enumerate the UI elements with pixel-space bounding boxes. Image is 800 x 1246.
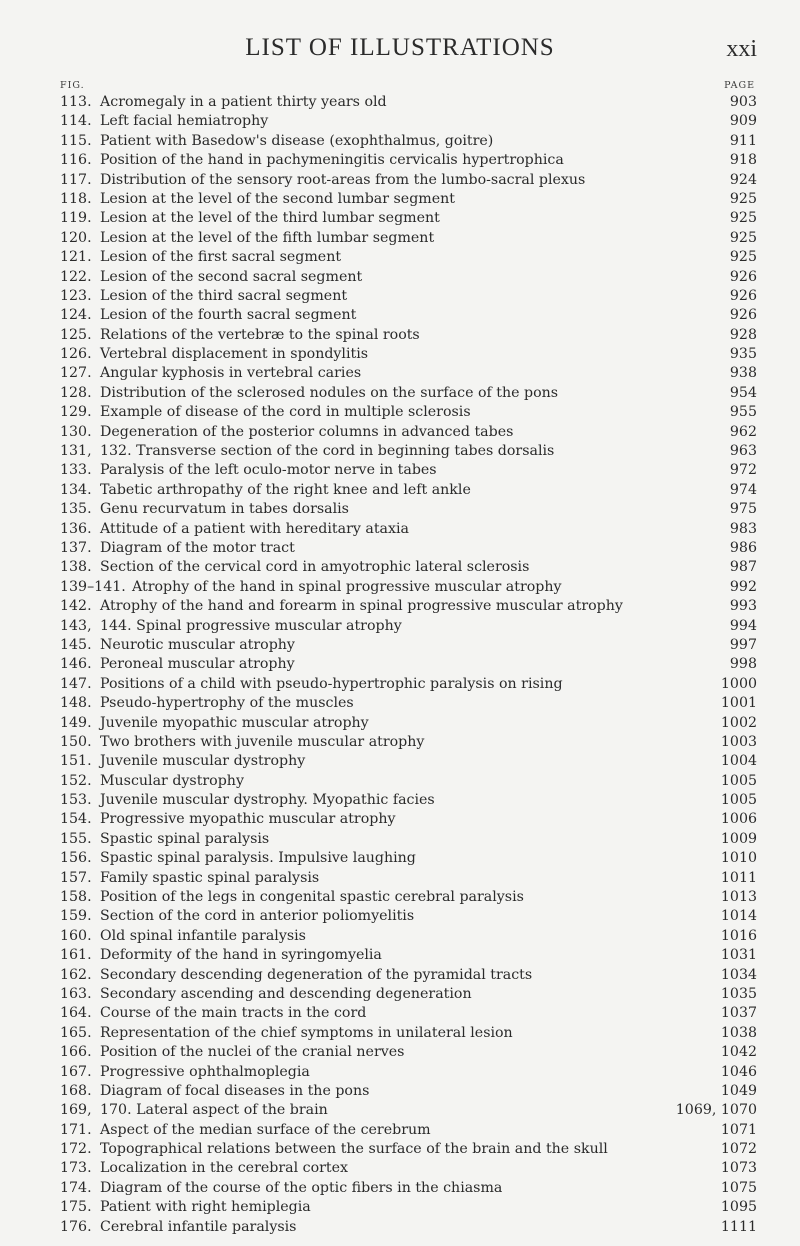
- page-reference: 935: [729, 346, 757, 363]
- figure-title: Genu recurvatum in tabes dorsalis: [100, 501, 349, 518]
- page-reference: 962: [729, 423, 757, 440]
- figure-number: 153.: [60, 792, 92, 809]
- figure-number: 152.: [60, 772, 92, 789]
- figure-title: Muscular dystrophy: [100, 772, 244, 789]
- figure-title: Diagram of the motor tract: [100, 539, 295, 556]
- list-item: [60, 1218, 757, 1237]
- list-item: [60, 248, 757, 267]
- figure-number: 150.: [60, 733, 92, 750]
- figure-title: Relations of the vertebræ to the spinal roots: [100, 326, 420, 343]
- page-reference: 1006: [720, 811, 757, 828]
- page-reference: 1035: [720, 985, 757, 1002]
- list-item: [60, 403, 757, 422]
- figure-number: 134.: [60, 481, 92, 498]
- page-reference: 926: [729, 287, 757, 304]
- list-item: [60, 946, 757, 965]
- page-reference: 986: [729, 539, 757, 556]
- figure-title: Distribution of the sclerosed nodules on the surface of the pons: [100, 384, 559, 401]
- figure-title: 170. Lateral aspect of the brain: [100, 1102, 328, 1119]
- list-item: [60, 268, 757, 287]
- figure-number: 130.: [60, 423, 92, 440]
- figure-number: 168.: [60, 1082, 92, 1099]
- list-item: [60, 810, 757, 829]
- figure-number: 146.: [60, 656, 92, 673]
- figure-title: Position of the legs in congenital spastic cerebral paralysis: [100, 889, 524, 906]
- figure-title: Attitude of a patient with hereditary ataxia: [100, 520, 410, 537]
- list-item: [60, 132, 757, 151]
- page-reference: 911: [729, 132, 757, 149]
- figure-number: 148.: [60, 695, 92, 712]
- figure-number: 122.: [60, 268, 92, 285]
- list-item: [60, 888, 757, 907]
- figure-number: 124.: [60, 307, 92, 324]
- list-item: [60, 345, 757, 364]
- page-reference: 1002: [720, 714, 757, 731]
- page-reference: 997: [729, 636, 757, 653]
- figure-title: Atrophy of the hand and forearm in spinal progressive muscular atrophy: [100, 598, 623, 615]
- list-item: [60, 617, 757, 636]
- figure-number: 129.: [60, 404, 92, 421]
- figure-number: 114.: [60, 113, 92, 130]
- page-reference: 1010: [720, 850, 757, 867]
- figure-title: Neurotic muscular atrophy: [100, 636, 295, 653]
- figure-title: Old spinal infantile paralysis: [100, 927, 306, 944]
- list-item: [60, 1024, 757, 1043]
- page-reference: 926: [729, 307, 757, 324]
- figure-number: 169,: [60, 1102, 92, 1119]
- figure-number: 138.: [60, 559, 92, 576]
- page-reference: 998: [729, 656, 757, 673]
- figure-number: 161.: [60, 947, 92, 964]
- list-item: [60, 849, 757, 868]
- figure-title: Paralysis of the left oculo-motor nerve in tabes: [100, 462, 437, 479]
- page-reference: 955: [729, 404, 757, 421]
- list-item: [60, 694, 757, 713]
- page-reference: 994: [729, 617, 757, 634]
- figure-title: Patient with right hemiplegia: [100, 1199, 311, 1216]
- figure-number: 173.: [60, 1160, 92, 1177]
- figure-title: Localization in the cerebral cortex: [100, 1160, 348, 1177]
- page-reference: 1037: [720, 1005, 757, 1022]
- figure-title: Section of the cervical cord in amyotrophic lateral sclerosis: [100, 559, 530, 576]
- page-reference: 1009: [720, 830, 757, 847]
- figure-title: Two brothers with juvenile muscular atrophy: [100, 733, 425, 750]
- figure-number: 125.: [60, 326, 92, 343]
- page-reference: 975: [729, 501, 757, 518]
- figure-title: Secondary descending degeneration of the pyramidal tracts: [100, 966, 533, 983]
- fig-column-heading: FIG.: [60, 80, 85, 91]
- figure-title: Lesion at the level of the third lumbar segment: [100, 210, 440, 227]
- list-item: [60, 112, 757, 131]
- page-reference: 925: [729, 229, 757, 246]
- page-reference: 925: [729, 210, 757, 227]
- figure-title: Family spastic spinal paralysis: [100, 869, 320, 886]
- list-item: [60, 1140, 757, 1159]
- list-item: [60, 93, 757, 112]
- figure-number: 164.: [60, 1005, 92, 1022]
- list-item: [60, 1004, 757, 1023]
- figure-title: Juvenile myopathic muscular atrophy: [100, 714, 369, 731]
- list-item: [60, 985, 757, 1004]
- page-reference: 1038: [720, 1024, 757, 1041]
- figure-title: Positions of a child with pseudo-hypertrophic paralysis on rising: [100, 675, 563, 692]
- list-item: [60, 733, 757, 752]
- page-reference: 1005: [720, 772, 757, 789]
- figure-number: 154.: [60, 811, 92, 828]
- page-reference: 1071: [720, 1121, 757, 1138]
- figure-title: Degeneration of the posterior columns in advanced tabes: [100, 423, 514, 440]
- figure-number: 156.: [60, 850, 92, 867]
- page-reference: 993: [729, 598, 757, 615]
- figure-title: Position of the nuclei of the cranial nerves: [100, 1044, 405, 1061]
- page-reference: 1004: [720, 753, 757, 770]
- list-item: [60, 190, 757, 209]
- list-item: [60, 791, 757, 810]
- page-reference: 928: [729, 326, 757, 343]
- figure-number: 142.: [60, 598, 92, 615]
- page-reference: 1046: [720, 1063, 757, 1080]
- list-item: [60, 714, 757, 733]
- list-item: [60, 1198, 757, 1217]
- figure-number: 143,: [60, 617, 92, 634]
- figure-title: Spastic spinal paralysis. Impulsive laughing: [100, 850, 416, 867]
- list-item: [60, 306, 757, 325]
- figure-title: Aspect of the median surface of the cerebrum: [100, 1121, 431, 1138]
- figure-number: 159.: [60, 908, 92, 925]
- figure-title: Course of the main tracts in the cord: [100, 1005, 367, 1022]
- running-head-title: LIST OF ILLUSTRATIONS: [245, 34, 555, 61]
- figure-title: Cerebral infantile paralysis: [100, 1218, 297, 1235]
- list-item: [60, 1159, 757, 1178]
- page-reference: 1005: [720, 792, 757, 809]
- figure-title: Vertebral displacement in spondylitis: [100, 346, 369, 363]
- list-item: [60, 229, 757, 248]
- page-reference: 925: [729, 190, 757, 207]
- list-item: [60, 597, 757, 616]
- page-reference: 963: [729, 443, 757, 460]
- page-reference: 1075: [720, 1179, 757, 1196]
- list-item: [60, 558, 757, 577]
- page-reference: 1073: [720, 1160, 757, 1177]
- figure-number: 137.: [60, 539, 92, 556]
- figure-title: Spastic spinal paralysis: [100, 830, 270, 847]
- figure-title: Diagram of focal diseases in the pons: [100, 1082, 370, 1099]
- figure-title: Distribution of the sensory root-areas from the lumbo-sacral plexus: [100, 171, 586, 188]
- figure-number: 145.: [60, 636, 92, 653]
- figure-title: Topographical relations between the surface of the brain and the skull: [100, 1141, 608, 1158]
- page-reference: 1013: [720, 889, 757, 906]
- figure-number: 165.: [60, 1024, 92, 1041]
- page-column-heading: PAGE: [724, 80, 755, 91]
- page-reference: 909: [729, 113, 757, 130]
- figure-number: 136.: [60, 520, 92, 537]
- page-reference: 1111: [720, 1218, 757, 1235]
- list-item: [60, 209, 757, 228]
- page-reference: 1072: [720, 1141, 757, 1158]
- figure-title: 132. Transverse section of the cord in beginning tabes dorsalis: [100, 443, 555, 460]
- list-item: [60, 675, 757, 694]
- page-reference: 1034: [720, 966, 757, 983]
- figure-number: 167.: [60, 1063, 92, 1080]
- figure-number: 175.: [60, 1199, 92, 1216]
- figure-number: 117.: [60, 171, 92, 188]
- list-item: [60, 752, 757, 771]
- page-reference: 925: [729, 249, 757, 266]
- list-item: [60, 520, 757, 539]
- list-item: [60, 1121, 757, 1140]
- figure-title: Lesion at the level of the second lumbar segment: [100, 190, 455, 207]
- page-reference: 1014: [720, 908, 757, 925]
- page-reference: 1011: [720, 869, 757, 886]
- figure-title: Diagram of the course of the optic fibers in the chiasma: [100, 1179, 503, 1196]
- page-reference: 974: [729, 481, 757, 498]
- page-reference: 1069, 1070: [675, 1102, 757, 1119]
- page-reference: 954: [729, 384, 757, 401]
- figure-number: 120.: [60, 229, 92, 246]
- list-item: [60, 1179, 757, 1198]
- list-item: [60, 1063, 757, 1082]
- figure-title: Lesion of the second sacral segment: [100, 268, 363, 285]
- page-reference: 1001: [720, 695, 757, 712]
- figure-number: 113.: [60, 94, 92, 110]
- figure-number: 119.: [60, 210, 92, 227]
- list-item: [60, 907, 757, 926]
- figure-number: 126.: [60, 346, 92, 363]
- figure-title: Section of the cord in anterior poliomyelitis: [100, 908, 415, 925]
- figure-number: 158.: [60, 889, 92, 906]
- list-item: [60, 655, 757, 674]
- figure-title: Peroneal muscular atrophy: [100, 656, 295, 673]
- figure-title: Pseudo-hypertrophy of the muscles: [100, 695, 354, 712]
- figure-title: Lesion of the third sacral segment: [100, 287, 348, 304]
- list-item: [60, 423, 757, 442]
- figure-title: Example of disease of the cord in multiple sclerosis: [100, 404, 471, 421]
- figure-title: Lesion of the fourth sacral segment: [100, 307, 357, 324]
- figure-title: Patient with Basedow's disease (exophthalmus, goitre): [100, 132, 494, 149]
- list-item: [60, 1101, 757, 1120]
- figure-number: 163.: [60, 985, 92, 1002]
- figure-title: Juvenile muscular dystrophy: [100, 753, 306, 770]
- figure-number: 171.: [60, 1121, 92, 1138]
- page-reference: 926: [729, 268, 757, 285]
- list-item: [60, 830, 757, 849]
- page-number: xxi: [726, 36, 757, 62]
- figure-number: 133.: [60, 462, 92, 479]
- figure-number: 172.: [60, 1141, 92, 1158]
- list-item: [60, 1043, 757, 1062]
- list-item: [60, 481, 757, 500]
- figure-number: 139–141.: [60, 578, 126, 595]
- figure-title: Left facial hemiatrophy: [100, 113, 269, 130]
- figure-title: Representation of the chief symptoms in unilateral lesion: [100, 1024, 513, 1041]
- figure-number: 123.: [60, 287, 92, 304]
- page-reference: 972: [729, 462, 757, 479]
- page-reference: 1095: [720, 1199, 757, 1216]
- list-item: [60, 151, 757, 170]
- list-item: [60, 539, 757, 558]
- figure-number: 147.: [60, 675, 92, 692]
- figure-title: Position of the hand in pachymeningitis cervicalis hypertrophica: [100, 152, 564, 169]
- figure-number: 176.: [60, 1218, 92, 1235]
- page-reference: 987: [729, 559, 757, 576]
- figure-title: Progressive myopathic muscular atrophy: [100, 811, 396, 828]
- page-reference: 1049: [720, 1082, 757, 1099]
- page-reference: 1031: [720, 947, 757, 964]
- figure-number: 149.: [60, 714, 92, 731]
- figure-number: 174.: [60, 1179, 92, 1196]
- list-item: [60, 461, 757, 480]
- page-reference: 1000: [720, 675, 757, 692]
- figure-number: 127.: [60, 365, 92, 382]
- list-item: [60, 772, 757, 791]
- page-reference: 983: [729, 520, 757, 537]
- list-item: [60, 171, 757, 190]
- figure-number: 157.: [60, 869, 92, 886]
- list-item: [60, 287, 757, 306]
- figure-number: 118.: [60, 190, 92, 207]
- list-item: [60, 927, 757, 946]
- figure-number: 166.: [60, 1044, 92, 1061]
- figure-title: Angular kyphosis in vertebral caries: [100, 365, 362, 382]
- list-item: [60, 1082, 757, 1101]
- list-item: [60, 578, 757, 597]
- list-item: [60, 636, 757, 655]
- page-reference: 938: [729, 365, 757, 382]
- figure-number: 162.: [60, 966, 92, 983]
- figure-number: 128.: [60, 384, 92, 401]
- figure-number: 151.: [60, 753, 92, 770]
- figure-title: Tabetic arthropathy of the right knee and left ankle: [100, 481, 471, 498]
- list-item: [60, 326, 757, 345]
- illustrations-list: [60, 93, 757, 1237]
- figure-number: 131,: [60, 443, 92, 460]
- list-item: [60, 500, 757, 519]
- figure-number: 116.: [60, 152, 92, 169]
- figure-number: 115.: [60, 132, 92, 149]
- figure-title: Secondary ascending and descending degeneration: [100, 985, 472, 1002]
- list-item: [60, 384, 757, 403]
- list-item: [60, 364, 757, 383]
- page-reference: 1016: [720, 927, 757, 944]
- list-item: [60, 869, 757, 888]
- figure-number: 135.: [60, 501, 92, 518]
- figure-number: 160.: [60, 927, 92, 944]
- figure-title: Progressive ophthalmoplegia: [100, 1063, 310, 1080]
- page-reference: 918: [729, 152, 757, 169]
- figure-number: 155.: [60, 830, 92, 847]
- figure-number: 121.: [60, 249, 92, 266]
- figure-title: Atrophy of the hand in spinal progressive muscular atrophy: [132, 578, 562, 595]
- figure-title: 144. Spinal progressive muscular atrophy: [100, 617, 402, 634]
- page-reference: 992: [729, 578, 757, 595]
- list-item: [60, 442, 757, 461]
- page-reference: 1042: [720, 1044, 757, 1061]
- page-reference: 1003: [720, 733, 757, 750]
- page-reference: 903: [729, 94, 757, 110]
- figure-title: Deformity of the hand in syringomyelia: [100, 947, 382, 964]
- figure-title: Lesion at the level of the fifth lumbar segment: [100, 229, 435, 246]
- page-reference: 924: [729, 171, 757, 188]
- list-item: [60, 966, 757, 985]
- figure-title: Juvenile muscular dystrophy. Myopathic facies: [100, 792, 435, 809]
- figure-title: Acromegaly in a patient thirty years old: [100, 94, 387, 110]
- figure-title: Lesion of the first sacral segment: [100, 249, 342, 266]
